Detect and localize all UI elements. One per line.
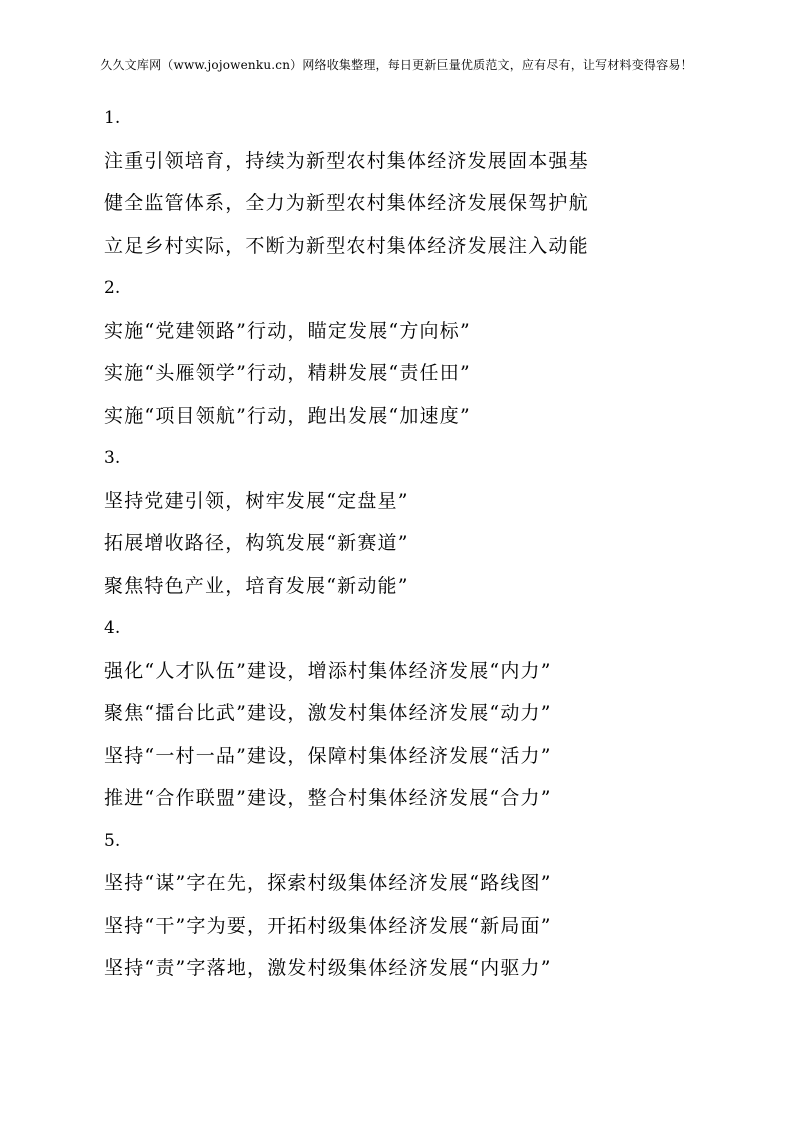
list-item: 推进“合作联盟”建设，整合村集体经济发展“合力” bbox=[104, 787, 552, 809]
document-body bbox=[104, 104, 724, 997]
list-item: 坚持党建引领，树牢发展“定盘星” bbox=[104, 489, 409, 512]
section-number: 3. bbox=[104, 448, 121, 468]
list-item: 实施“头雁领学”行动，精耕发展“责任田” bbox=[104, 362, 471, 384]
list-item: 注重引领培育，持续为新型农村集体经济发展固本强基 bbox=[104, 149, 589, 172]
list-item: 实施“项目领航”行动，跑出发展“加速度” bbox=[104, 404, 471, 427]
page-header: 久久文库网（www.jojowenku.cn）网络收集整理，每日更新巨量优质范文，应有尽有，让写材料变得容易！ bbox=[100, 58, 693, 72]
list-item: 坚持“责”字落地，激发村级集体经济发展“内驱力” bbox=[104, 957, 552, 979]
list-item: 健全监管体系，全力为新型农村集体经济发展保驾护航 bbox=[104, 192, 589, 214]
list-item: 聚焦特色产业，培育发展“新动能” bbox=[104, 574, 409, 597]
list-item: 坚持“干”字为要，开拓村级集体经济发展“新局面” bbox=[104, 914, 552, 937]
list-item: 坚持“谋”字在先，探索村级集体经济发展“路线图” bbox=[104, 872, 552, 894]
list-item: 立足乡村实际，不断为新型农村集体经济发展注入动能 bbox=[104, 234, 589, 257]
list-item: 拓展增收路径，构筑发展“新赛道” bbox=[104, 532, 409, 554]
section-number: 1. bbox=[104, 108, 121, 128]
section-number: 2. bbox=[104, 278, 121, 298]
section-number: 5. bbox=[104, 830, 121, 851]
list-item: 坚持“一村一品”建设，保障村集体经济发展“活力” bbox=[104, 744, 552, 767]
list-item: 实施“党建领路”行动，瞄定发展“方向标” bbox=[104, 319, 471, 342]
section-number: 4. bbox=[104, 618, 121, 638]
list-item: 聚焦“擂台比武”建设，激发村集体经济发展“动力” bbox=[104, 702, 552, 724]
list-item: 强化“人才队伍”建设，增添村集体经济发展“内力” bbox=[104, 659, 552, 682]
